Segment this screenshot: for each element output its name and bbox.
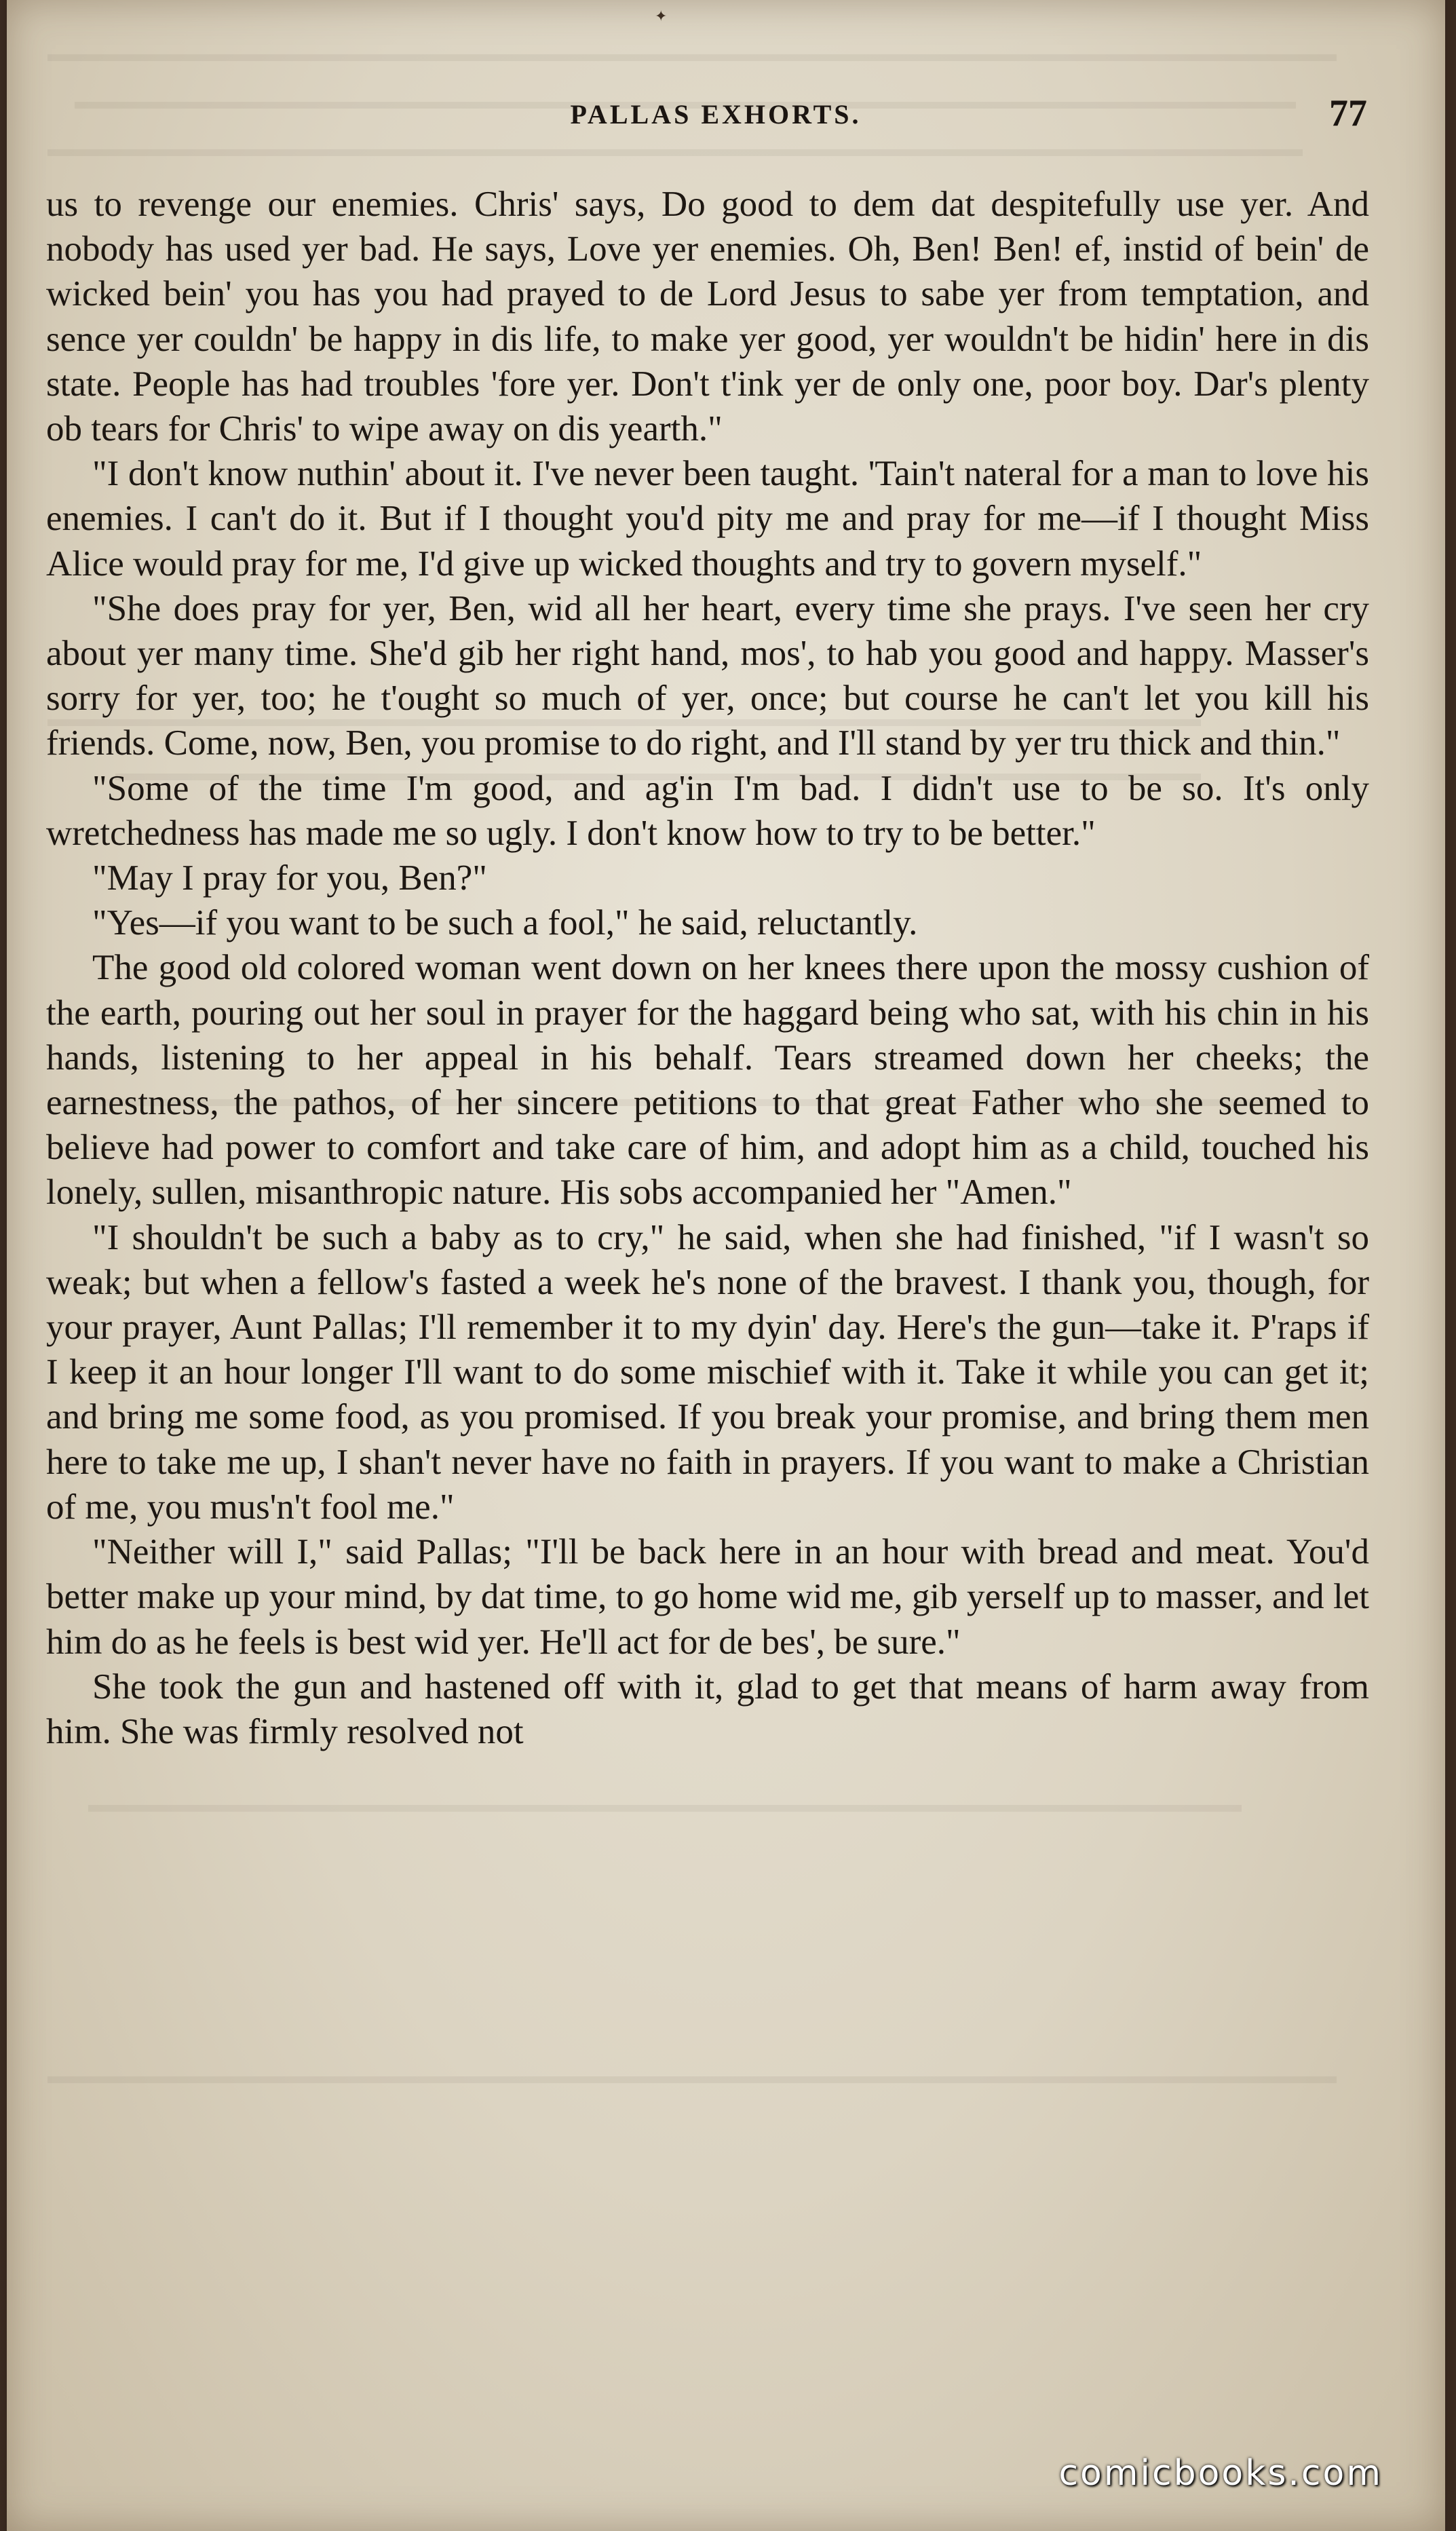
paragraph: "Neither will I," said Pallas; "I'll be back here in an hour with bread and meat. You'd better make up your mind, by dat time, to go home wid me, gib yerself up to masser, and let him do as he feels is best wid yer. He'll act for de bes', be sure." [46, 1532, 1369, 1662]
paragraph: She took the gun and hastened off with it, glad to get that means of harm away from him. She was firmly resolved not [46, 1667, 1369, 1751]
watermark: comicbooks.com [1058, 2453, 1383, 2494]
paragraph: "Some of the time I'm good, and ag'in I'm bad. I didn't use to be so. It's only wretchedness has made me so ugly. I don't know how to try to be better." [46, 768, 1369, 853]
paragraph: "Yes—if you want to be such a fool," he said, reluctantly. [92, 903, 918, 943]
page-header [54, 92, 1377, 146]
paragraph: "I shouldn't be such a baby as to cry," he said, when she had finished, "if I wasn't so weak; but when a fellow's fasted a week he's none of the bravest. I thank you, though, for your prayer, Aunt Pallas; I'll remember it to my dyin' day. Here's the gun—take it. P'raps if I keep it an hour longer I'll want to do some mischief with it. Take it while you can get it; and bring me some food, as you promised. If you break your promise, and bring them men here to take me up, I shan't never have no faith in prayers. If you want to make a Christian of me, you mus'n't fool me." [46, 1217, 1369, 1527]
paragraph: "I don't know nuthin' about it. I've never been taught. 'Tain't nateral for a man to love his enemies. I can't do it. But if I thought you'd pity me and pray for me—if I thought Miss Alice would pray for me, I'd give up wicked thoughts and try to govern myself." [46, 454, 1369, 584]
book-page [7, 0, 1445, 2531]
paragraph: "She does pray for yer, Ben, wid all her heart, every time she prays. I've seen her cry about yer many time. She'd gib her right hand, mos', to hab you good and happy. Masser's sorry for yer, too; he t'ought so much of yer, once; but course he can't let you kill his friends. Come, now, Ben, you promise to do right, and I'll stand by yer tru thick and thin." [46, 588, 1369, 763]
paragraph: The good old colored woman went down on her knees there upon the mossy cushion of the earth, pouring out her soul in prayer for the haggard being who sat, with his chin in his hands, listening to her appeal in his behalf. Tears streamed down her cheeks; the earnestness, the pathos, of her sincere petitions to that great Father who she seemed to believe had power to comfort and take care of him, and adopt him as a child, touched his lonely, sullen, misanthropic nature. His sobs accompanied her "Amen." [46, 948, 1369, 1213]
paragraph: us to revenge our enemies. Chris' says, Do good to dem dat despitefully use yer. And nobody has used yer bad. He says, Love yer enemies. Oh, Ben! Ben! ef, instid of bein' de wicked bein' you has you had prayed to de Lord Jesus to sabe yer from temptation, and sence yer couldn' be happy in dis life, to make yer good, yer wouldn't be hidin' here in dis state. People has had troubles 'fore yer. Don't t'ink yer de only one, poor boy. Dar's plenty ob tears for Chris' to wipe away on dis yearth." [46, 185, 1369, 449]
body-text [46, 182, 1369, 1754]
running-head: PALLAS EXHORTS. [570, 99, 862, 130]
paragraph: "May I pray for you, Ben?" [92, 858, 487, 898]
print-speck-icon: ✦ [655, 8, 668, 25]
page-number: 77 [1329, 92, 1367, 134]
